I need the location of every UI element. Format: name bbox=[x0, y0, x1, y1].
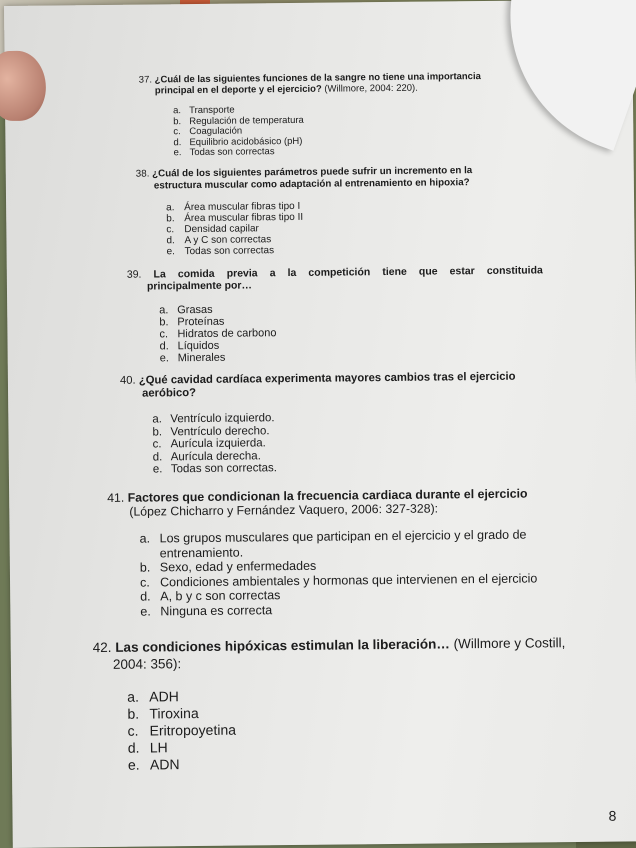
question-number: 38. bbox=[135, 168, 150, 180]
question-number: 42. bbox=[92, 639, 112, 656]
exam-page bbox=[4, 0, 636, 848]
option-d: d. A y C son correctas bbox=[166, 234, 272, 247]
question-text: ¿Cuál de los siguientes parámetros puede sufrir un incremento en la bbox=[152, 165, 473, 180]
option-a: a. Grasas bbox=[159, 303, 213, 317]
option-c: c. Eritropoyetina bbox=[127, 721, 237, 739]
option-e: e. Todas son correctas. bbox=[152, 462, 278, 476]
option-c: c. Hidratos de carbono bbox=[159, 327, 277, 341]
citation: (Willmore y Costill, bbox=[453, 635, 566, 652]
citation: (López Chicharro y Fernández Vaquero, 2006: 327-328): bbox=[129, 501, 439, 519]
option-a: a. Área muscular fibras tipo I bbox=[166, 200, 301, 214]
question-text-line2: principalmente por… bbox=[146, 279, 253, 293]
option-c: c. Condiciones ambientales y hormonas que intervienen en el ejercicio bbox=[139, 570, 538, 590]
question-text: La comida previa a la competición tiene que estar constituida bbox=[153, 264, 543, 281]
option-c: c. Coagulación bbox=[173, 125, 243, 138]
question-text-line2: estructura muscular como adaptación al entrenamiento en hipoxia? bbox=[153, 176, 470, 191]
option-e: e. Todas son correctas bbox=[166, 245, 275, 258]
option-b: b. Proteínas bbox=[159, 315, 225, 329]
option-a: a. ADH bbox=[127, 688, 179, 705]
options-list bbox=[136, 198, 542, 257]
question-text: ¿Cuál de las siguientes funciones de la sangre no tiene una importancia bbox=[154, 71, 481, 86]
option-a: a. Los grupos musculares que participan en el ejercicio y el grado de entrenamiento. bbox=[139, 527, 527, 560]
options-list bbox=[120, 409, 551, 476]
thumb bbox=[0, 51, 46, 122]
question-41 bbox=[107, 486, 568, 619]
option-d: d. LH bbox=[127, 739, 168, 756]
option-e: e. Todas son correctas bbox=[173, 146, 275, 159]
option-e: e. Minerales bbox=[159, 351, 226, 365]
question-text: Las condiciones hipóxicas estimulan la liberación… bbox=[115, 636, 450, 655]
citation-line2: 2004: 356): bbox=[112, 656, 182, 672]
option-d: d. A, b y c son correctas bbox=[140, 588, 281, 604]
option-b: b. Ventrículo derecho. bbox=[152, 424, 270, 438]
option-a: a. Transporte bbox=[173, 104, 235, 117]
question-number: 41. bbox=[107, 490, 125, 505]
question-39 bbox=[127, 264, 544, 364]
question-number: 39. bbox=[126, 268, 142, 281]
option-d: d. Equilibrio acidobásico (pH) bbox=[173, 135, 303, 148]
question-38 bbox=[136, 164, 542, 257]
question-42 bbox=[93, 634, 572, 774]
option-e: e. Ninguna es correcta bbox=[140, 602, 273, 619]
options-list bbox=[108, 527, 569, 619]
page-number: 8 bbox=[608, 807, 617, 824]
option-b: b. Regulación de temperatura bbox=[173, 114, 304, 127]
option-a: a. Ventrículo izquierdo. bbox=[152, 412, 275, 426]
citation: (Willmore, 2004: 220). bbox=[324, 82, 418, 95]
question-text: Factores que condicionan la frecuencia cardiaca durante el ejercicio bbox=[127, 486, 528, 505]
option-d: d. Aurícula derecha. bbox=[152, 449, 261, 463]
option-b: b. Tiroxina bbox=[127, 705, 199, 722]
question-37 bbox=[139, 70, 540, 159]
option-b: b. Sexo, edad y enfermedades bbox=[139, 558, 317, 575]
question-text: ¿Qué cavidad cardíaca experimenta mayores cambios tras el ejercicio bbox=[138, 370, 516, 387]
question-40 bbox=[120, 370, 551, 476]
options-list bbox=[127, 300, 544, 364]
options-list bbox=[93, 684, 572, 774]
option-d: d. Líquidos bbox=[159, 339, 220, 353]
options-list bbox=[139, 102, 540, 159]
option-c: c. Densidad capilar bbox=[166, 223, 259, 236]
option-c: c. Aurícula izquierda. bbox=[152, 437, 266, 451]
question-text-line2: principal en el deporte y el ejercicio? bbox=[154, 83, 322, 97]
question-number: 40. bbox=[119, 374, 136, 387]
option-e: e. ADN bbox=[127, 756, 180, 773]
option-b: b. Área muscular fibras tipo II bbox=[166, 211, 304, 225]
question-text-line2: aeróbico? bbox=[142, 387, 197, 400]
question-number: 37. bbox=[138, 74, 153, 86]
